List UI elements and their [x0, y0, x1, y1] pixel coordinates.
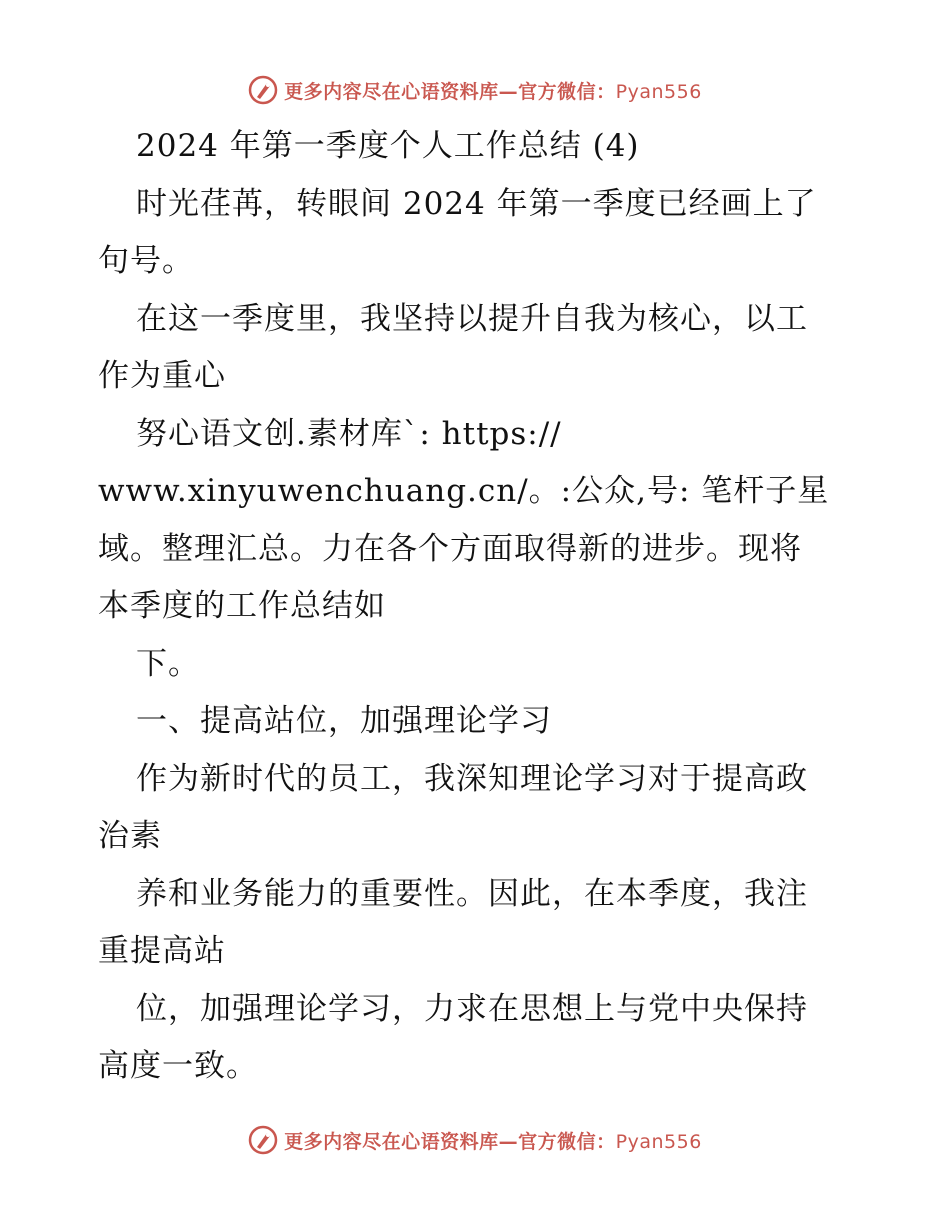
- banner-text: 更多内容尽在心语资料库—官方微信：Pyan556: [284, 1130, 702, 1153]
- document-line: 位，加强理论学习，力求在思想上与党中央保持: [136, 990, 808, 1027]
- document-line: 在这一季度里，我坚持以提升自我为核心，以工: [136, 300, 808, 337]
- document-line: 重提高站: [98, 933, 226, 969]
- wechat-id: Pyan556: [615, 1130, 702, 1153]
- pen-logo-icon: [248, 1125, 278, 1155]
- wechat-id: Pyan556: [615, 80, 702, 103]
- document-line: www.xinyuwenchuang.cn/。:公众,号: 笔杆子星: [98, 473, 830, 509]
- document-line: 一、提高站位，加强理论学习: [136, 703, 552, 739]
- document-line: 本季度的工作总结如: [98, 588, 386, 624]
- document-line: 2024 年第一季度个人工作总结 (4): [136, 128, 640, 164]
- banner-text: 更多内容尽在心语资料库—官方微信：Pyan556: [284, 80, 702, 103]
- pen-logo-icon: [248, 75, 278, 105]
- document-line: 下。: [136, 645, 200, 682]
- document-line: 养和业务能力的重要性。因此，在本季度，我注: [136, 875, 808, 912]
- footer-banner: [0, 1120, 950, 1160]
- document-line: 努心语文创.素材库`: https://: [136, 415, 562, 452]
- header-banner: [0, 70, 950, 110]
- document-body: [98, 118, 858, 1096]
- document-line: 治素: [98, 818, 162, 854]
- document-line: 句号。: [98, 243, 194, 279]
- document-line: 高度一致。: [98, 1048, 258, 1084]
- document-line: 作为新时代的员工，我深知理论学习对于提高政: [136, 760, 808, 797]
- document-line: 作为重心: [98, 358, 226, 394]
- document-line: 时光荏苒，转眼间 2024 年第一季度已经画上了: [136, 185, 817, 222]
- document-line: 域。整理汇总。力在各个方面取得新的进步。现将: [98, 530, 802, 567]
